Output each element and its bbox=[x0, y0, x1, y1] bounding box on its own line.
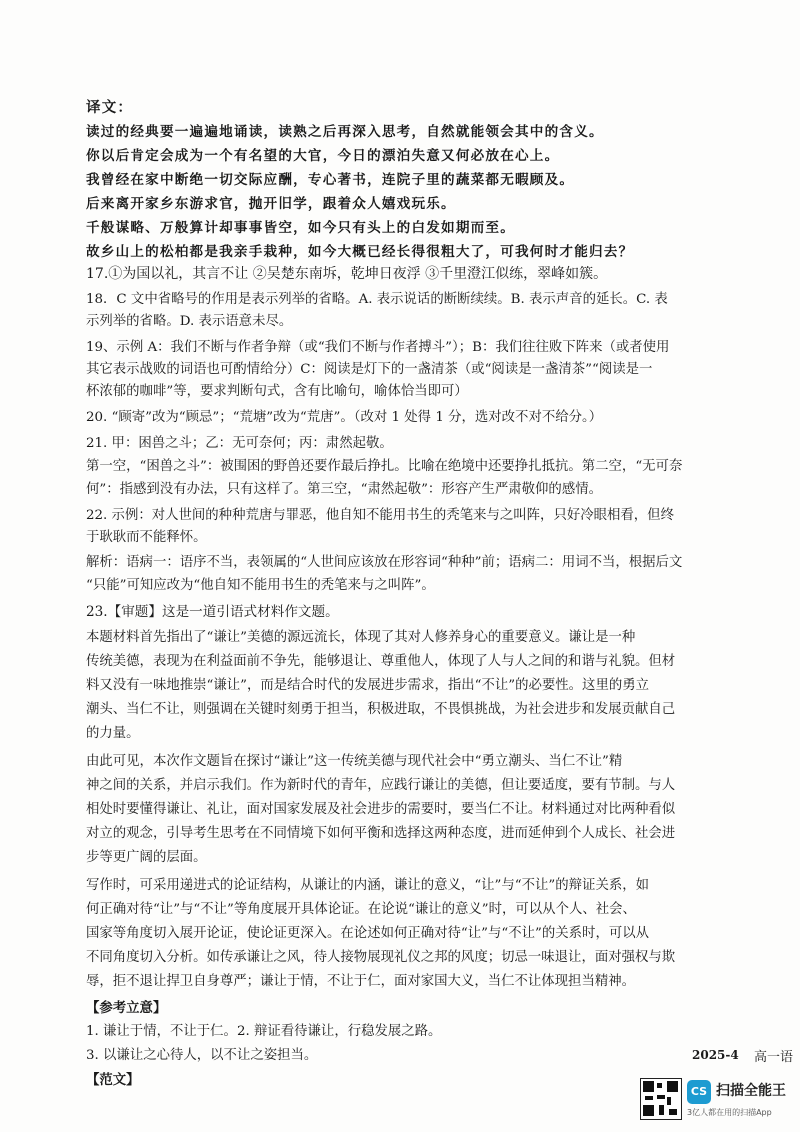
essay-paragraph-line: 本题材料首先指出了“谦让”美德的源远流长，体现了其对人修养身心的重要意义。谦让是一种 bbox=[86, 630, 636, 645]
answer-22-analysis: 解析：语病一：语序不当，表领属的“人世间应该放在形容词“种种”前；语病二：用词不当，根据后文 bbox=[86, 555, 683, 570]
answer-18: 18．C 文中省略号的作用是表示列举的省略。A. 表示说话的断断续续。B. 表示声音的延长。C. 表 bbox=[86, 292, 668, 307]
essay-paragraph-line: 传统美德，表现为在利益面前不争先，能够退让、尊重他人，体现了人与人之间的和谐与礼貌。但材 bbox=[86, 654, 676, 669]
essay-paragraph-line: 辱，拒不退让捍卫自身尊严；谦让于情，不让于仁，面对家国大义，当仁不让体现担当精神。 bbox=[86, 974, 636, 989]
model-essay-heading: 【范文】 bbox=[86, 1072, 140, 1088]
answer-19-cont: 杯浓郁的咖啡”等，要求判断句式，含有比喻句，喻体恰当即可） bbox=[86, 384, 468, 399]
essay-paragraph-line: 对立的观念，引导考生思考在不同情境下如何平衡和选择这两种态度，进而延伸到个人成长、社会进 bbox=[86, 826, 676, 841]
answer-18-cont: 示列举的省略。D. 表示语意未尽。 bbox=[86, 314, 293, 329]
answer-21-explain: 第一空，“困兽之斗”：被围困的野兽还要作最后挣扎。比喻在绝境中还要挣扎抵抗。第二空，“无可奈 bbox=[86, 459, 683, 474]
translation-line: 故乡山上的松柏都是我亲手栽种，如今大概已经长得很粗大了，可我何时才能归去？ bbox=[86, 244, 634, 260]
essay-paragraph-line: 料又没有一味地推崇“谦让”，而是结合时代的发展进步需求，指出“不让”的必要性。这里的勇立 bbox=[86, 678, 650, 693]
translation-heading: 译文： bbox=[86, 99, 134, 116]
camscanner-logo: CS bbox=[687, 1080, 711, 1104]
reference-theme: 3. 以谦让之心待人，以不让之姿担当。 bbox=[86, 1048, 318, 1063]
translation-line: 千般谋略、万般算计却事事皆空，如今只有头上的白发如期而至。 bbox=[86, 220, 516, 236]
answer-19: 19、示例 A：我们不断与作者争辩（或“我们不断与作者搏斗”）；B：我们往往败下阵来（或者使用 bbox=[86, 340, 670, 355]
answer-22-analysis-cont: “只能”可知应改为“他自知不能用书生的秃笔来与之叫阵”。 bbox=[86, 578, 435, 593]
essay-paragraph-line: 何正确对待“让”与“不让”等角度展开具体论证。在论说“谦让的意义”时，可以从个人、社会、 bbox=[86, 902, 636, 917]
footer-date: 2025-4 bbox=[692, 1048, 739, 1062]
essay-paragraph-line: 国家等角度切入展开论证，使论证更深入。在论述如何正确对待“让”与“不让”的关系时，可以从 bbox=[86, 926, 650, 941]
answer-22-cont: 于耿耿而不能释怀。 bbox=[86, 530, 207, 545]
answer-22: 22. 示例：对人世间的种种荒唐与罪恶，他自知不能用书生的秃笔来与之叫阵，只好冷眼相看，但终 bbox=[86, 508, 674, 523]
translation-line: 我曾经在家中断绝一切交际应酬，专心著书，连院子里的蔬菜都无暇顾及。 bbox=[86, 172, 575, 188]
footer-subject: 高一语 bbox=[754, 1050, 794, 1065]
translation-line: 后来离开家乡东游求官，抛开旧学，跟着众人嬉戏玩乐。 bbox=[86, 196, 456, 212]
scanner-app-name: 扫描全能王 bbox=[716, 1083, 786, 1099]
scanner-tagline: 3亿人都在用的扫描App bbox=[687, 1108, 772, 1117]
answer-23-heading: 23.【审题】这是一道引语式材料作文题。 bbox=[86, 604, 339, 620]
essay-paragraph-line: 不同角度切入分析。如传承谦让之风，待人接物展现礼仪之邦的风度；切忌一味退让，面对强权与欺 bbox=[86, 950, 676, 965]
essay-paragraph-line: 由此可见，本次作文题旨在探讨“谦让”这一传统美德与现代社会中“勇立潮头、当仁不让”精 bbox=[86, 754, 623, 769]
essay-paragraph-line: 步等更广阔的层面。 bbox=[86, 850, 207, 865]
answer-19-cont: 其它表示战败的词语也可酌情给分）C：阅读是灯下的一盏清茶（或“阅读是一盏清茶”“阅读是一 bbox=[86, 362, 653, 377]
answer-21-explain-cont: 何”：指感到没有办法，只有这样了。第三空，“肃然起敬”：形容产生严肃敬仰的感情。 bbox=[86, 482, 602, 497]
essay-paragraph-line: 的力量。 bbox=[86, 726, 140, 741]
essay-paragraph-line: 相处时要懂得谦让、礼让，面对国家发展及社会进步的需要时，要当仁不让。材料通过对比两种看似 bbox=[86, 802, 676, 817]
answer-21: 21. 甲：困兽之斗；乙：无可奈何；丙：肃然起敬。 bbox=[86, 436, 393, 451]
translation-line: 你以后肯定会成为一个有名望的大官，今日的漂泊失意又何必放在心上。 bbox=[86, 148, 560, 164]
reference-theme: 1. 谦让于情，不让于仁。2. 辩证看待谦让，行稳发展之路。 bbox=[86, 1024, 442, 1039]
qr-code-icon bbox=[640, 1078, 682, 1120]
essay-paragraph-line: 神之间的关系，并启示我们。作为新时代的青年，应践行谦让的美德，但让要适度，要有节制。与人 bbox=[86, 778, 676, 793]
reference-themes-heading: 【参考立意】 bbox=[86, 1000, 167, 1016]
answer-17: 17.①为国以礼，其言不让 ②吴楚东南坼，乾坤日夜浮 ③千里澄江似练，翠峰如簇。 bbox=[86, 266, 608, 282]
essay-paragraph-line: 潮头、当仁不让，则强调在关键时刻勇于担当，积极进取，不畏惧挑战，为社会进步和发展贡献自己 bbox=[86, 702, 676, 717]
answer-20: 20. “顾寄”改为“顾忌”；“荒塘”改为“荒唐”。（改对 1 处得 1 分，选对改不对不给分。） bbox=[86, 410, 603, 425]
translation-line: 读过的经典要一遍遍地诵读，读熟之后再深入思考，自然就能领会其中的含义。 bbox=[86, 124, 604, 140]
essay-paragraph-line: 写作时，可采用递进式的论证结构，从谦让的内涵，谦让的意义，“让”与“不让”的辩证关系，如 bbox=[86, 878, 650, 893]
